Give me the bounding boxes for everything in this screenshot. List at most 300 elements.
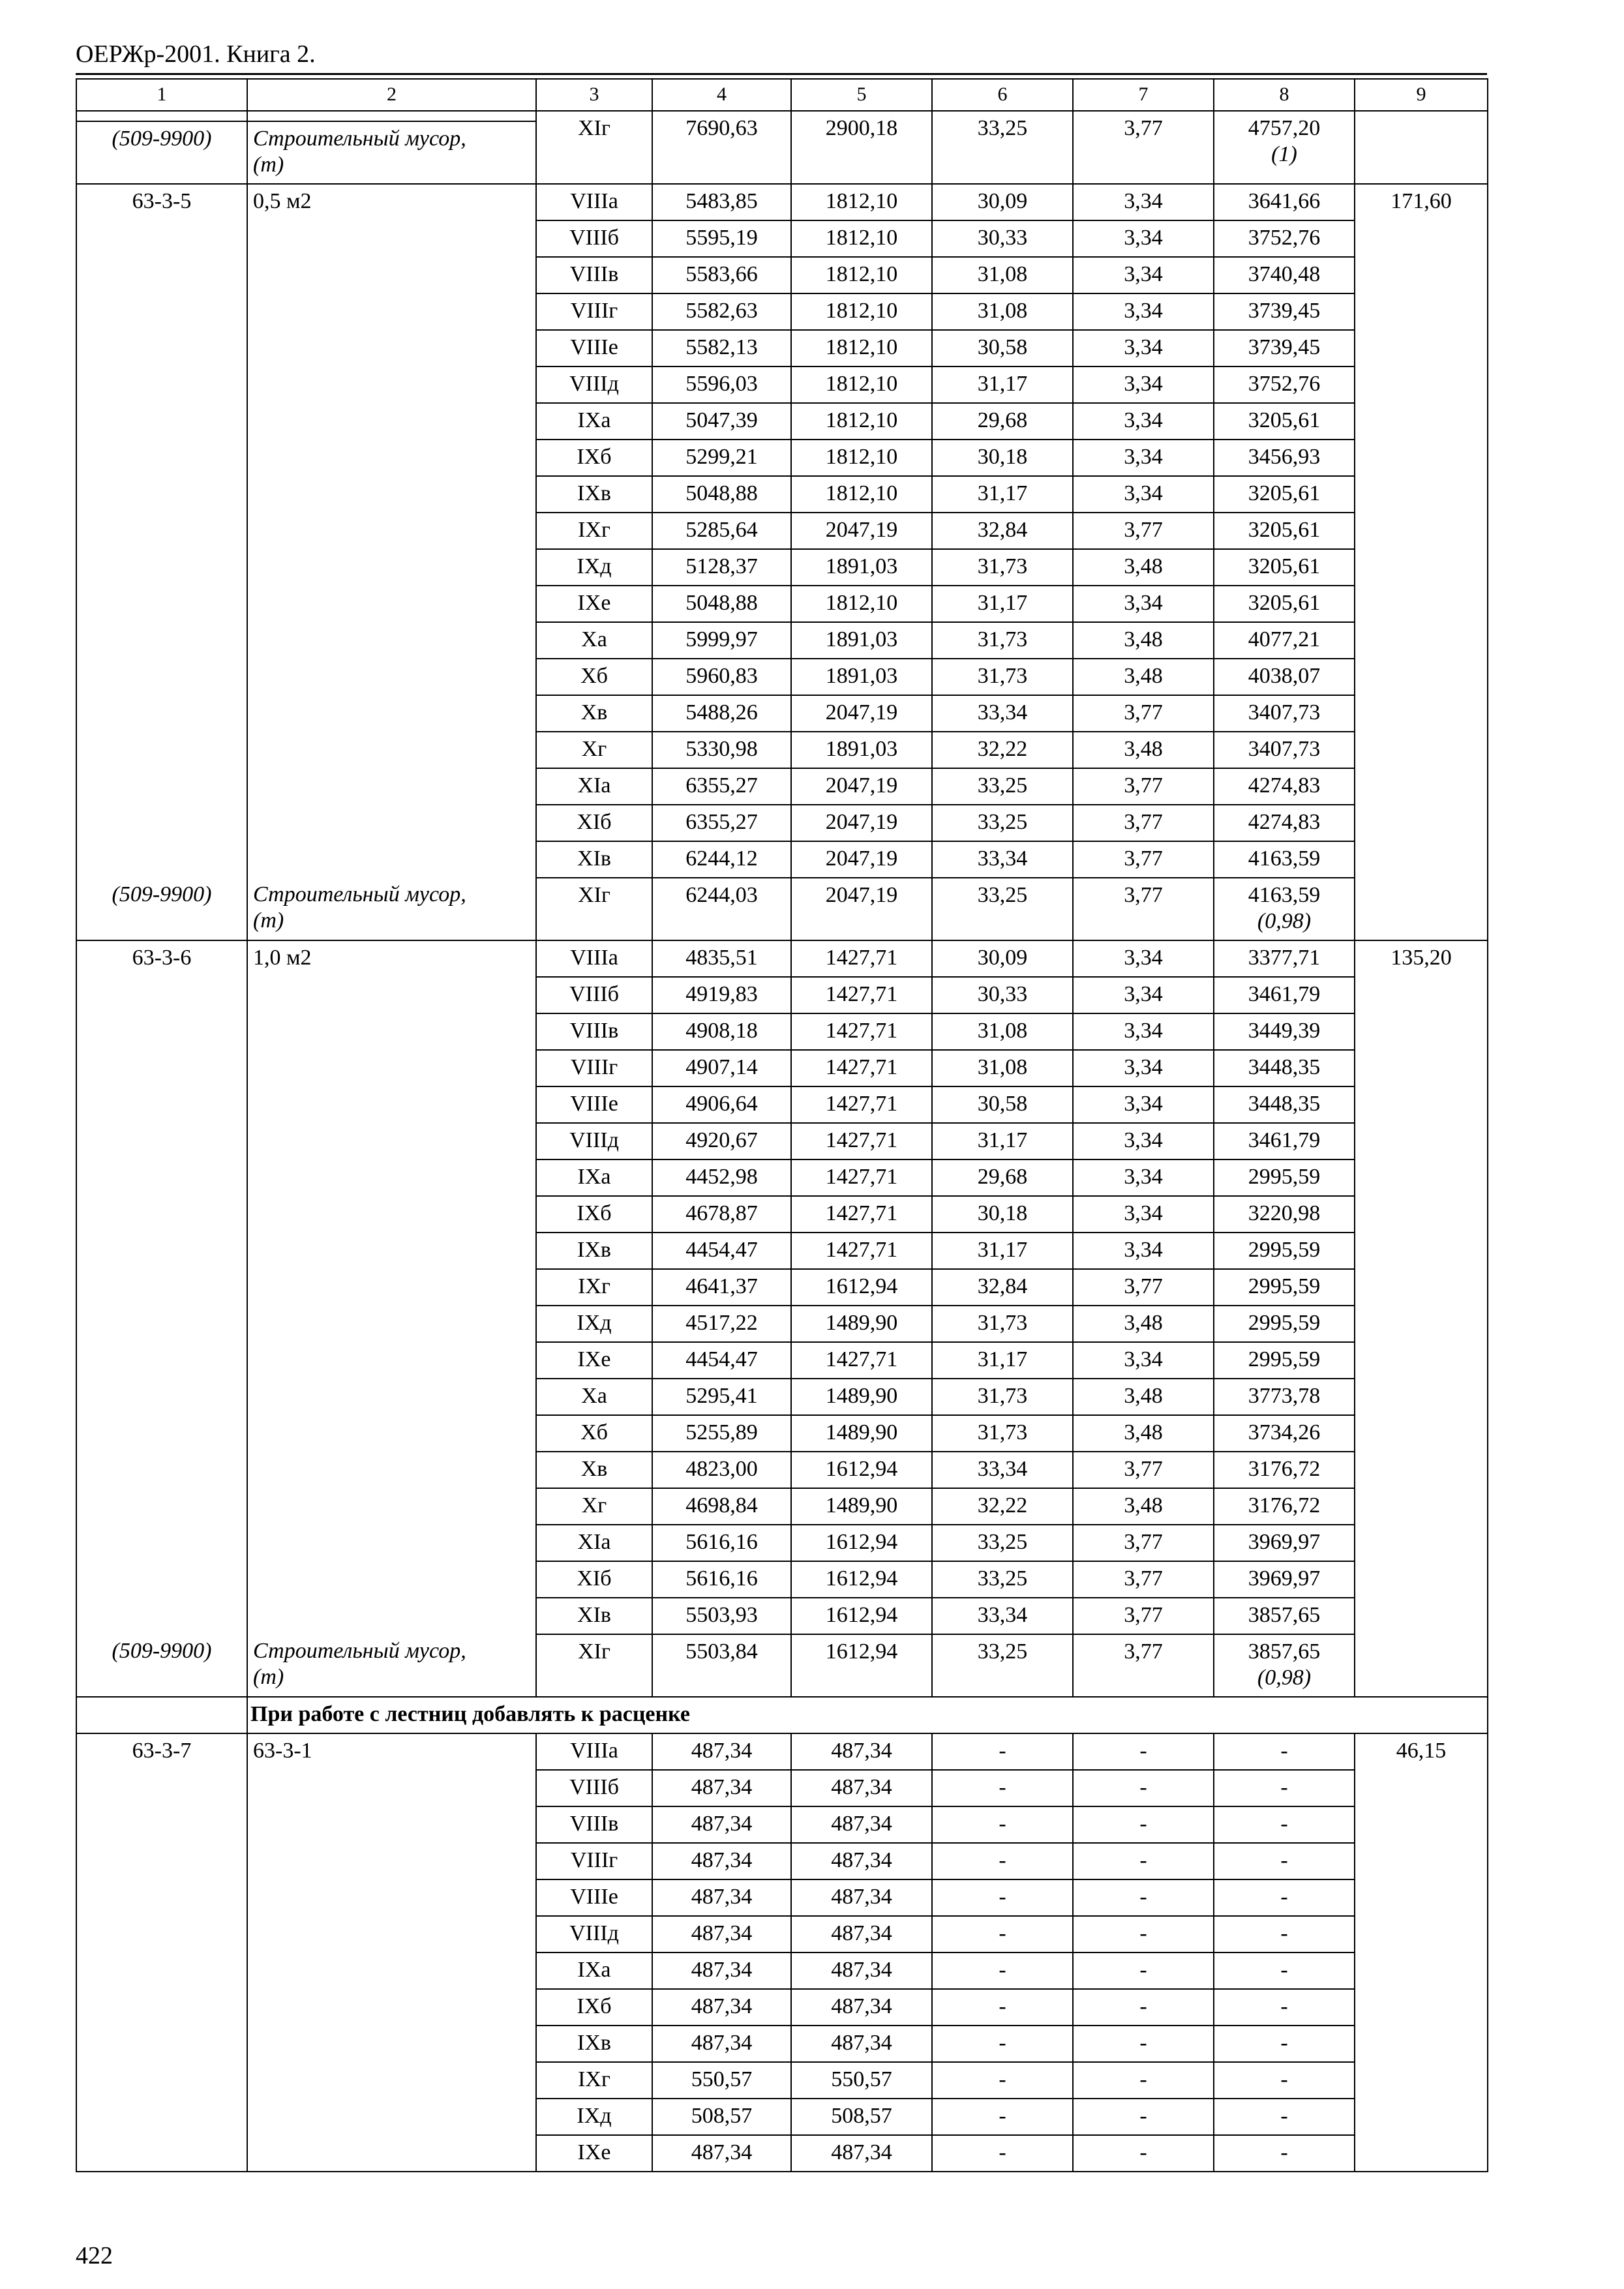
value-cell: 4835,51 <box>652 940 791 977</box>
value-cell: 5582,63 <box>652 293 791 330</box>
value-cell: 33,34 <box>932 695 1073 732</box>
value-cell: 2995,59 <box>1214 1306 1355 1342</box>
rate-name-cell: 1,0 м2 <box>247 940 536 1634</box>
col9-cell <box>1355 111 1488 184</box>
value-cell: - <box>1214 2099 1355 2135</box>
col9-cell: 135,20 <box>1355 940 1488 1697</box>
value-cell: 1427,71 <box>791 1342 932 1379</box>
value-cell: 1427,71 <box>791 1050 932 1086</box>
table-row <box>76 111 1488 121</box>
value-cell: 3,34 <box>1073 184 1214 220</box>
value-cell: 3205,61 <box>1214 476 1355 513</box>
zone-cell: IXд <box>536 2099 652 2135</box>
value-cell: 3205,61 <box>1214 586 1355 622</box>
value-cell: 3734,26 <box>1214 1415 1355 1452</box>
waste-quantity: (1) <box>1271 142 1297 166</box>
value-cell: 3,34 <box>1073 1342 1214 1379</box>
value-cell: 32,84 <box>932 1269 1073 1306</box>
value-cell: 3220,98 <box>1214 1196 1355 1233</box>
value-cell: 487,34 <box>791 1952 932 1989</box>
value-cell: 2047,19 <box>791 878 932 940</box>
value-cell: 4919,83 <box>652 977 791 1013</box>
value-text: 3857,65 <box>1248 1639 1321 1664</box>
value-cell: 29,68 <box>932 1159 1073 1196</box>
value-cell: 1812,10 <box>791 293 932 330</box>
value-cell: 550,57 <box>652 2062 791 2099</box>
value-cell: 33,34 <box>932 1452 1073 1488</box>
zone-cell: VIIIд <box>536 1916 652 1952</box>
value-cell: 5128,37 <box>652 549 791 586</box>
value-cell: 3,34 <box>1073 586 1214 622</box>
zone-cell: Xа <box>536 622 652 659</box>
zone-cell: VIIIе <box>536 330 652 367</box>
value-cell: 31,73 <box>932 659 1073 695</box>
value-cell: 3,77 <box>1073 841 1214 878</box>
value-cell: 1427,71 <box>791 977 932 1013</box>
value-cell: 487,34 <box>791 1916 932 1952</box>
col9-cell: 46,15 <box>1355 1733 1488 2172</box>
zone-cell: VIIIа <box>536 1733 652 1770</box>
value-cell: 3,77 <box>1073 111 1214 184</box>
value-cell: 3,34 <box>1073 1123 1214 1159</box>
value-cell: 3969,97 <box>1214 1561 1355 1598</box>
value-cell: 487,34 <box>791 1806 932 1843</box>
value-cell: 2900,18 <box>791 111 932 184</box>
value-cell: 3,77 <box>1073 1269 1214 1306</box>
waste-unit: (т) <box>253 1665 284 1689</box>
column-number: 4 <box>652 79 791 111</box>
zone-cell: Xа <box>536 1379 652 1415</box>
zone-cell: VIIIг <box>536 293 652 330</box>
value-cell: - <box>1214 1879 1355 1916</box>
value-cell: 3,77 <box>1073 878 1214 940</box>
zone-cell: XIг <box>536 111 652 184</box>
value-cell: 3,77 <box>1073 695 1214 732</box>
value-cell: 5583,66 <box>652 257 791 293</box>
value-cell: 5483,85 <box>652 184 791 220</box>
value-cell: 33,25 <box>932 878 1073 940</box>
value-text: 4757,20 <box>1248 116 1321 140</box>
zone-cell: IXг <box>536 2062 652 2099</box>
value-cell: 1812,10 <box>791 184 932 220</box>
rate-name-cell: 63-3-1 <box>247 1733 536 2172</box>
value-cell: - <box>1073 2062 1214 2099</box>
value-cell: 2047,19 <box>791 695 932 732</box>
value-cell: 1812,10 <box>791 440 932 476</box>
zone-cell: IXа <box>536 403 652 440</box>
value-cell: 4517,22 <box>652 1306 791 1342</box>
zone-cell: XIг <box>536 1634 652 1697</box>
section-spacer <box>76 1697 247 1733</box>
value-cell: 4454,47 <box>652 1342 791 1379</box>
value-cell: 3,34 <box>1073 257 1214 293</box>
value-cell: 3205,61 <box>1214 513 1355 549</box>
value-cell: 4274,83 <box>1214 768 1355 805</box>
value-cell: 3,34 <box>1073 1196 1214 1233</box>
value-cell: 1812,10 <box>791 330 932 367</box>
value-cell: 1812,10 <box>791 403 932 440</box>
value-cell: 4077,21 <box>1214 622 1355 659</box>
zone-cell: Xг <box>536 732 652 768</box>
value-cell: 30,58 <box>932 1086 1073 1123</box>
value-cell: 3,77 <box>1073 1634 1214 1697</box>
zone-cell: XIа <box>536 1525 652 1561</box>
value-cell: 487,34 <box>791 1843 932 1879</box>
value-cell: 487,34 <box>652 1806 791 1843</box>
value-cell: 3,48 <box>1073 1415 1214 1452</box>
zone-cell: VIIIд <box>536 1123 652 1159</box>
value-cell: 1812,10 <box>791 586 932 622</box>
value-cell: - <box>932 1770 1073 1806</box>
waste-quantity: (0,98) <box>1257 1666 1312 1690</box>
value-cell: 5503,84 <box>652 1634 791 1697</box>
value-cell: 3,34 <box>1073 1159 1214 1196</box>
value-cell: 487,34 <box>791 1733 932 1770</box>
value-cell: - <box>932 2062 1073 2099</box>
value-cell: 3,48 <box>1073 622 1214 659</box>
value-cell: 3740,48 <box>1214 257 1355 293</box>
column-number-row <box>76 79 1488 111</box>
waste-code-cell: (509-9900) <box>76 121 247 184</box>
value-cell: 31,73 <box>932 1379 1073 1415</box>
column-number: 1 <box>76 79 247 111</box>
value-cell: 4452,98 <box>652 1159 791 1196</box>
value-cell: - <box>1214 2026 1355 2062</box>
value-cell: 3,34 <box>1073 330 1214 367</box>
value-cell: 2995,59 <box>1214 1269 1355 1306</box>
value-cell: - <box>932 1916 1073 1952</box>
value-cell: 1427,71 <box>791 1233 932 1269</box>
rate-code-cell: 63-3-5 <box>76 184 247 878</box>
value-cell: - <box>1214 1770 1355 1806</box>
value-cell: 3,34 <box>1073 977 1214 1013</box>
section-row <box>76 1697 1488 1733</box>
value-cell: - <box>1073 2026 1214 2062</box>
zone-cell: IXа <box>536 1952 652 1989</box>
col9-cell: 171,60 <box>1355 184 1488 940</box>
value-cell: 3,48 <box>1073 1488 1214 1525</box>
value-cell: 3752,76 <box>1214 220 1355 257</box>
value-cell: - <box>1073 1733 1214 1770</box>
value-cell: 3,34 <box>1073 367 1214 403</box>
value-cell: 7690,63 <box>652 111 791 184</box>
zone-cell: IXб <box>536 440 652 476</box>
value-cell: 4678,87 <box>652 1196 791 1233</box>
zone-cell: IXе <box>536 586 652 622</box>
value-cell: 31,17 <box>932 586 1073 622</box>
zone-cell: IXа <box>536 1159 652 1196</box>
value-cell: 3969,97 <box>1214 1525 1355 1561</box>
zone-cell: VIIIд <box>536 367 652 403</box>
value-cell: 1891,03 <box>791 622 932 659</box>
zone-cell: IXг <box>536 1269 652 1306</box>
waste-name-cell <box>247 878 536 940</box>
value-cell: 4698,84 <box>652 1488 791 1525</box>
value-cell: 3752,76 <box>1214 367 1355 403</box>
value-cell: 3,77 <box>1073 1598 1214 1634</box>
value-cell: 5255,89 <box>652 1415 791 1452</box>
zone-cell: IXд <box>536 549 652 586</box>
value-cell: - <box>1214 1952 1355 1989</box>
value-cell: 31,73 <box>932 622 1073 659</box>
zone-cell: Xв <box>536 1452 652 1488</box>
value-cell: 3739,45 <box>1214 330 1355 367</box>
value-cell: 3641,66 <box>1214 184 1355 220</box>
column-number: 8 <box>1214 79 1355 111</box>
table-row <box>76 1733 1488 1770</box>
table-body <box>76 79 1488 2172</box>
value-cell: 4274,83 <box>1214 805 1355 841</box>
column-number: 5 <box>791 79 932 111</box>
value-cell: 3456,93 <box>1214 440 1355 476</box>
rate-name-cell <box>247 111 536 121</box>
value-cell: - <box>1214 2135 1355 2172</box>
zone-cell: IXг <box>536 513 652 549</box>
value-cell: 29,68 <box>932 403 1073 440</box>
value-cell: 31,08 <box>932 1013 1073 1050</box>
value-cell: 3,48 <box>1073 549 1214 586</box>
zone-cell: XIг <box>536 878 652 940</box>
value-cell: 5999,97 <box>652 622 791 659</box>
value-cell: 1612,94 <box>791 1561 932 1598</box>
value-cell: 4906,64 <box>652 1086 791 1123</box>
value-cell: 1489,90 <box>791 1306 932 1342</box>
value-cell: - <box>1214 1733 1355 1770</box>
value-cell: - <box>1214 1806 1355 1843</box>
value-cell: 487,34 <box>652 1733 791 1770</box>
value-cell: 3,77 <box>1073 513 1214 549</box>
value-cell: - <box>932 1879 1073 1916</box>
value-cell: 1427,71 <box>791 1196 932 1233</box>
value-cell: 1489,90 <box>791 1415 932 1452</box>
value-cell: 2047,19 <box>791 768 932 805</box>
value-cell: 6355,27 <box>652 768 791 805</box>
value-cell: 3448,35 <box>1214 1050 1355 1086</box>
value-cell: 5488,26 <box>652 695 791 732</box>
value-cell: - <box>1073 1916 1214 1952</box>
zone-cell: IXе <box>536 2135 652 2172</box>
value-cell: 1891,03 <box>791 659 932 695</box>
value-cell: 5616,16 <box>652 1561 791 1598</box>
column-number: 6 <box>932 79 1073 111</box>
value-cell: 31,08 <box>932 1050 1073 1086</box>
value-cell <box>1214 111 1355 184</box>
value-cell: 487,34 <box>791 1879 932 1916</box>
waste-name: Строительный мусор, <box>253 127 466 151</box>
value-cell: 3857,65 <box>1214 1598 1355 1634</box>
value-cell: - <box>1073 1879 1214 1916</box>
value-cell: - <box>932 2135 1073 2172</box>
value-cell: 5048,88 <box>652 476 791 513</box>
value-cell: - <box>1214 1989 1355 2026</box>
value-cell: 1891,03 <box>791 549 932 586</box>
value-cell: 3176,72 <box>1214 1452 1355 1488</box>
value-cell: 3449,39 <box>1214 1013 1355 1050</box>
value-cell: 32,22 <box>932 732 1073 768</box>
value-cell: 1891,03 <box>791 732 932 768</box>
zone-cell: Xв <box>536 695 652 732</box>
value-cell: 1427,71 <box>791 1013 932 1050</box>
value-cell: 30,18 <box>932 1196 1073 1233</box>
value-cell: 3,34 <box>1073 220 1214 257</box>
value-cell: - <box>1073 1770 1214 1806</box>
zone-cell: IXе <box>536 1342 652 1379</box>
value-cell: 3,34 <box>1073 403 1214 440</box>
column-number: 3 <box>536 79 652 111</box>
value-cell: 30,09 <box>932 184 1073 220</box>
value-cell: 30,58 <box>932 330 1073 367</box>
zone-cell: Xб <box>536 1415 652 1452</box>
column-number: 9 <box>1355 79 1488 111</box>
value-cell: 5299,21 <box>652 440 791 476</box>
zone-cell: VIIIг <box>536 1843 652 1879</box>
zone-cell: VIIIб <box>536 220 652 257</box>
value-cell: 31,73 <box>932 1306 1073 1342</box>
value-cell: 5596,03 <box>652 367 791 403</box>
zone-cell: VIIIе <box>536 1879 652 1916</box>
value-cell: - <box>1073 1806 1214 1843</box>
value-cell: 3,34 <box>1073 440 1214 476</box>
value-cell: 3739,45 <box>1214 293 1355 330</box>
value-cell: 1427,71 <box>791 1159 932 1196</box>
value-cell: 3205,61 <box>1214 403 1355 440</box>
waste-name-cell <box>247 121 536 184</box>
value-cell: 5616,16 <box>652 1525 791 1561</box>
waste-name-cell <box>247 1634 536 1697</box>
value-cell: 3,77 <box>1073 1525 1214 1561</box>
value-cell: 4641,37 <box>652 1269 791 1306</box>
value-cell: 4454,47 <box>652 1233 791 1269</box>
value-cell: - <box>932 1806 1073 1843</box>
value-cell: - <box>932 1952 1073 1989</box>
rate-name-cell: 0,5 м2 <box>247 184 536 878</box>
value-text: 4163,59 <box>1248 883 1321 907</box>
zone-cell: XIб <box>536 1561 652 1598</box>
value-cell: 3,34 <box>1073 1233 1214 1269</box>
value-cell: 30,09 <box>932 940 1073 977</box>
zone-cell: VIIIб <box>536 1770 652 1806</box>
value-cell: 1489,90 <box>791 1379 932 1415</box>
value-cell: 4163,59 <box>1214 841 1355 878</box>
waste-name: Строительный мусор, <box>253 882 466 906</box>
value-cell: 508,57 <box>791 2099 932 2135</box>
value-cell: 3407,73 <box>1214 695 1355 732</box>
value-cell: 1612,94 <box>791 1269 932 1306</box>
column-number: 7 <box>1073 79 1214 111</box>
value-cell: 3,48 <box>1073 1306 1214 1342</box>
value-cell: 3377,71 <box>1214 940 1355 977</box>
waste-quantity: (0,98) <box>1257 909 1312 933</box>
value-cell: 5960,83 <box>652 659 791 695</box>
value-cell: 487,34 <box>652 1879 791 1916</box>
value-cell: - <box>1073 1952 1214 1989</box>
value-cell: 487,34 <box>652 1916 791 1952</box>
value-cell: 1427,71 <box>791 1086 932 1123</box>
value-cell: 30,33 <box>932 977 1073 1013</box>
rate-code-cell: 63-3-6 <box>76 940 247 1634</box>
value-cell: 3407,73 <box>1214 732 1355 768</box>
value-cell: 31,08 <box>932 293 1073 330</box>
value-cell: 3,48 <box>1073 732 1214 768</box>
value-cell: 4038,07 <box>1214 659 1355 695</box>
zone-cell: XIв <box>536 1598 652 1634</box>
section-title: При работе с лестниц добавлять к расценке <box>247 1697 1488 1733</box>
zone-cell: VIIIа <box>536 184 652 220</box>
value-cell: 3,34 <box>1073 940 1214 977</box>
value-cell: 32,84 <box>932 513 1073 549</box>
value-cell: 487,34 <box>791 1770 932 1806</box>
value-cell: - <box>932 2026 1073 2062</box>
value-cell: 33,25 <box>932 1634 1073 1697</box>
zone-cell: XIб <box>536 805 652 841</box>
value-cell: 487,34 <box>791 2026 932 2062</box>
value-cell <box>1214 1634 1355 1697</box>
page-number: 422 <box>76 2242 113 2269</box>
value-cell: 1489,90 <box>791 1488 932 1525</box>
value-cell: 1427,71 <box>791 940 932 977</box>
zone-cell: XIв <box>536 841 652 878</box>
value-cell: 1427,71 <box>791 1123 932 1159</box>
value-cell: - <box>932 1733 1073 1770</box>
value-cell: 1812,10 <box>791 220 932 257</box>
value-cell: 1612,94 <box>791 1634 932 1697</box>
value-cell: 6244,03 <box>652 878 791 940</box>
value-cell: - <box>932 1843 1073 1879</box>
zone-cell: VIIIв <box>536 1013 652 1050</box>
value-cell: 6244,12 <box>652 841 791 878</box>
zone-cell: VIIIа <box>536 940 652 977</box>
table-row <box>76 184 1488 220</box>
value-cell: 2995,59 <box>1214 1159 1355 1196</box>
value-cell: 1812,10 <box>791 476 932 513</box>
rates-table <box>76 78 1488 2172</box>
zone-cell: IXв <box>536 476 652 513</box>
waste-code-cell: (509-9900) <box>76 1634 247 1697</box>
zone-cell: IXв <box>536 1233 652 1269</box>
value-cell: 33,25 <box>932 1525 1073 1561</box>
value-cell: - <box>1073 1989 1214 2026</box>
value-cell: 487,34 <box>791 2135 932 2172</box>
value-cell <box>1214 878 1355 940</box>
value-cell: 31,08 <box>932 257 1073 293</box>
value-cell: 33,25 <box>932 805 1073 841</box>
value-cell: 33,25 <box>932 768 1073 805</box>
value-cell: 3,34 <box>1073 293 1214 330</box>
value-cell: 3773,78 <box>1214 1379 1355 1415</box>
zone-cell: VIIIв <box>536 1806 652 1843</box>
value-cell: 2047,19 <box>791 805 932 841</box>
value-cell: 32,22 <box>932 1488 1073 1525</box>
value-cell: 33,25 <box>932 111 1073 184</box>
value-cell: 5582,13 <box>652 330 791 367</box>
value-cell: 1812,10 <box>791 367 932 403</box>
value-cell: 31,17 <box>932 367 1073 403</box>
value-cell: 2047,19 <box>791 841 932 878</box>
zone-cell: VIIIг <box>536 1050 652 1086</box>
value-cell: - <box>1073 2135 1214 2172</box>
value-cell: 487,34 <box>791 1989 932 2026</box>
zone-cell: VIIIв <box>536 257 652 293</box>
zone-cell: Xг <box>536 1488 652 1525</box>
value-cell: - <box>932 1989 1073 2026</box>
value-cell: 5295,41 <box>652 1379 791 1415</box>
column-number: 2 <box>247 79 536 111</box>
value-cell: 31,17 <box>932 476 1073 513</box>
value-cell: 31,17 <box>932 1233 1073 1269</box>
running-header: ОЕРЖр-2001. Книга 2. <box>76 40 316 68</box>
value-cell: - <box>1073 1843 1214 1879</box>
value-cell: 487,34 <box>652 2026 791 2062</box>
